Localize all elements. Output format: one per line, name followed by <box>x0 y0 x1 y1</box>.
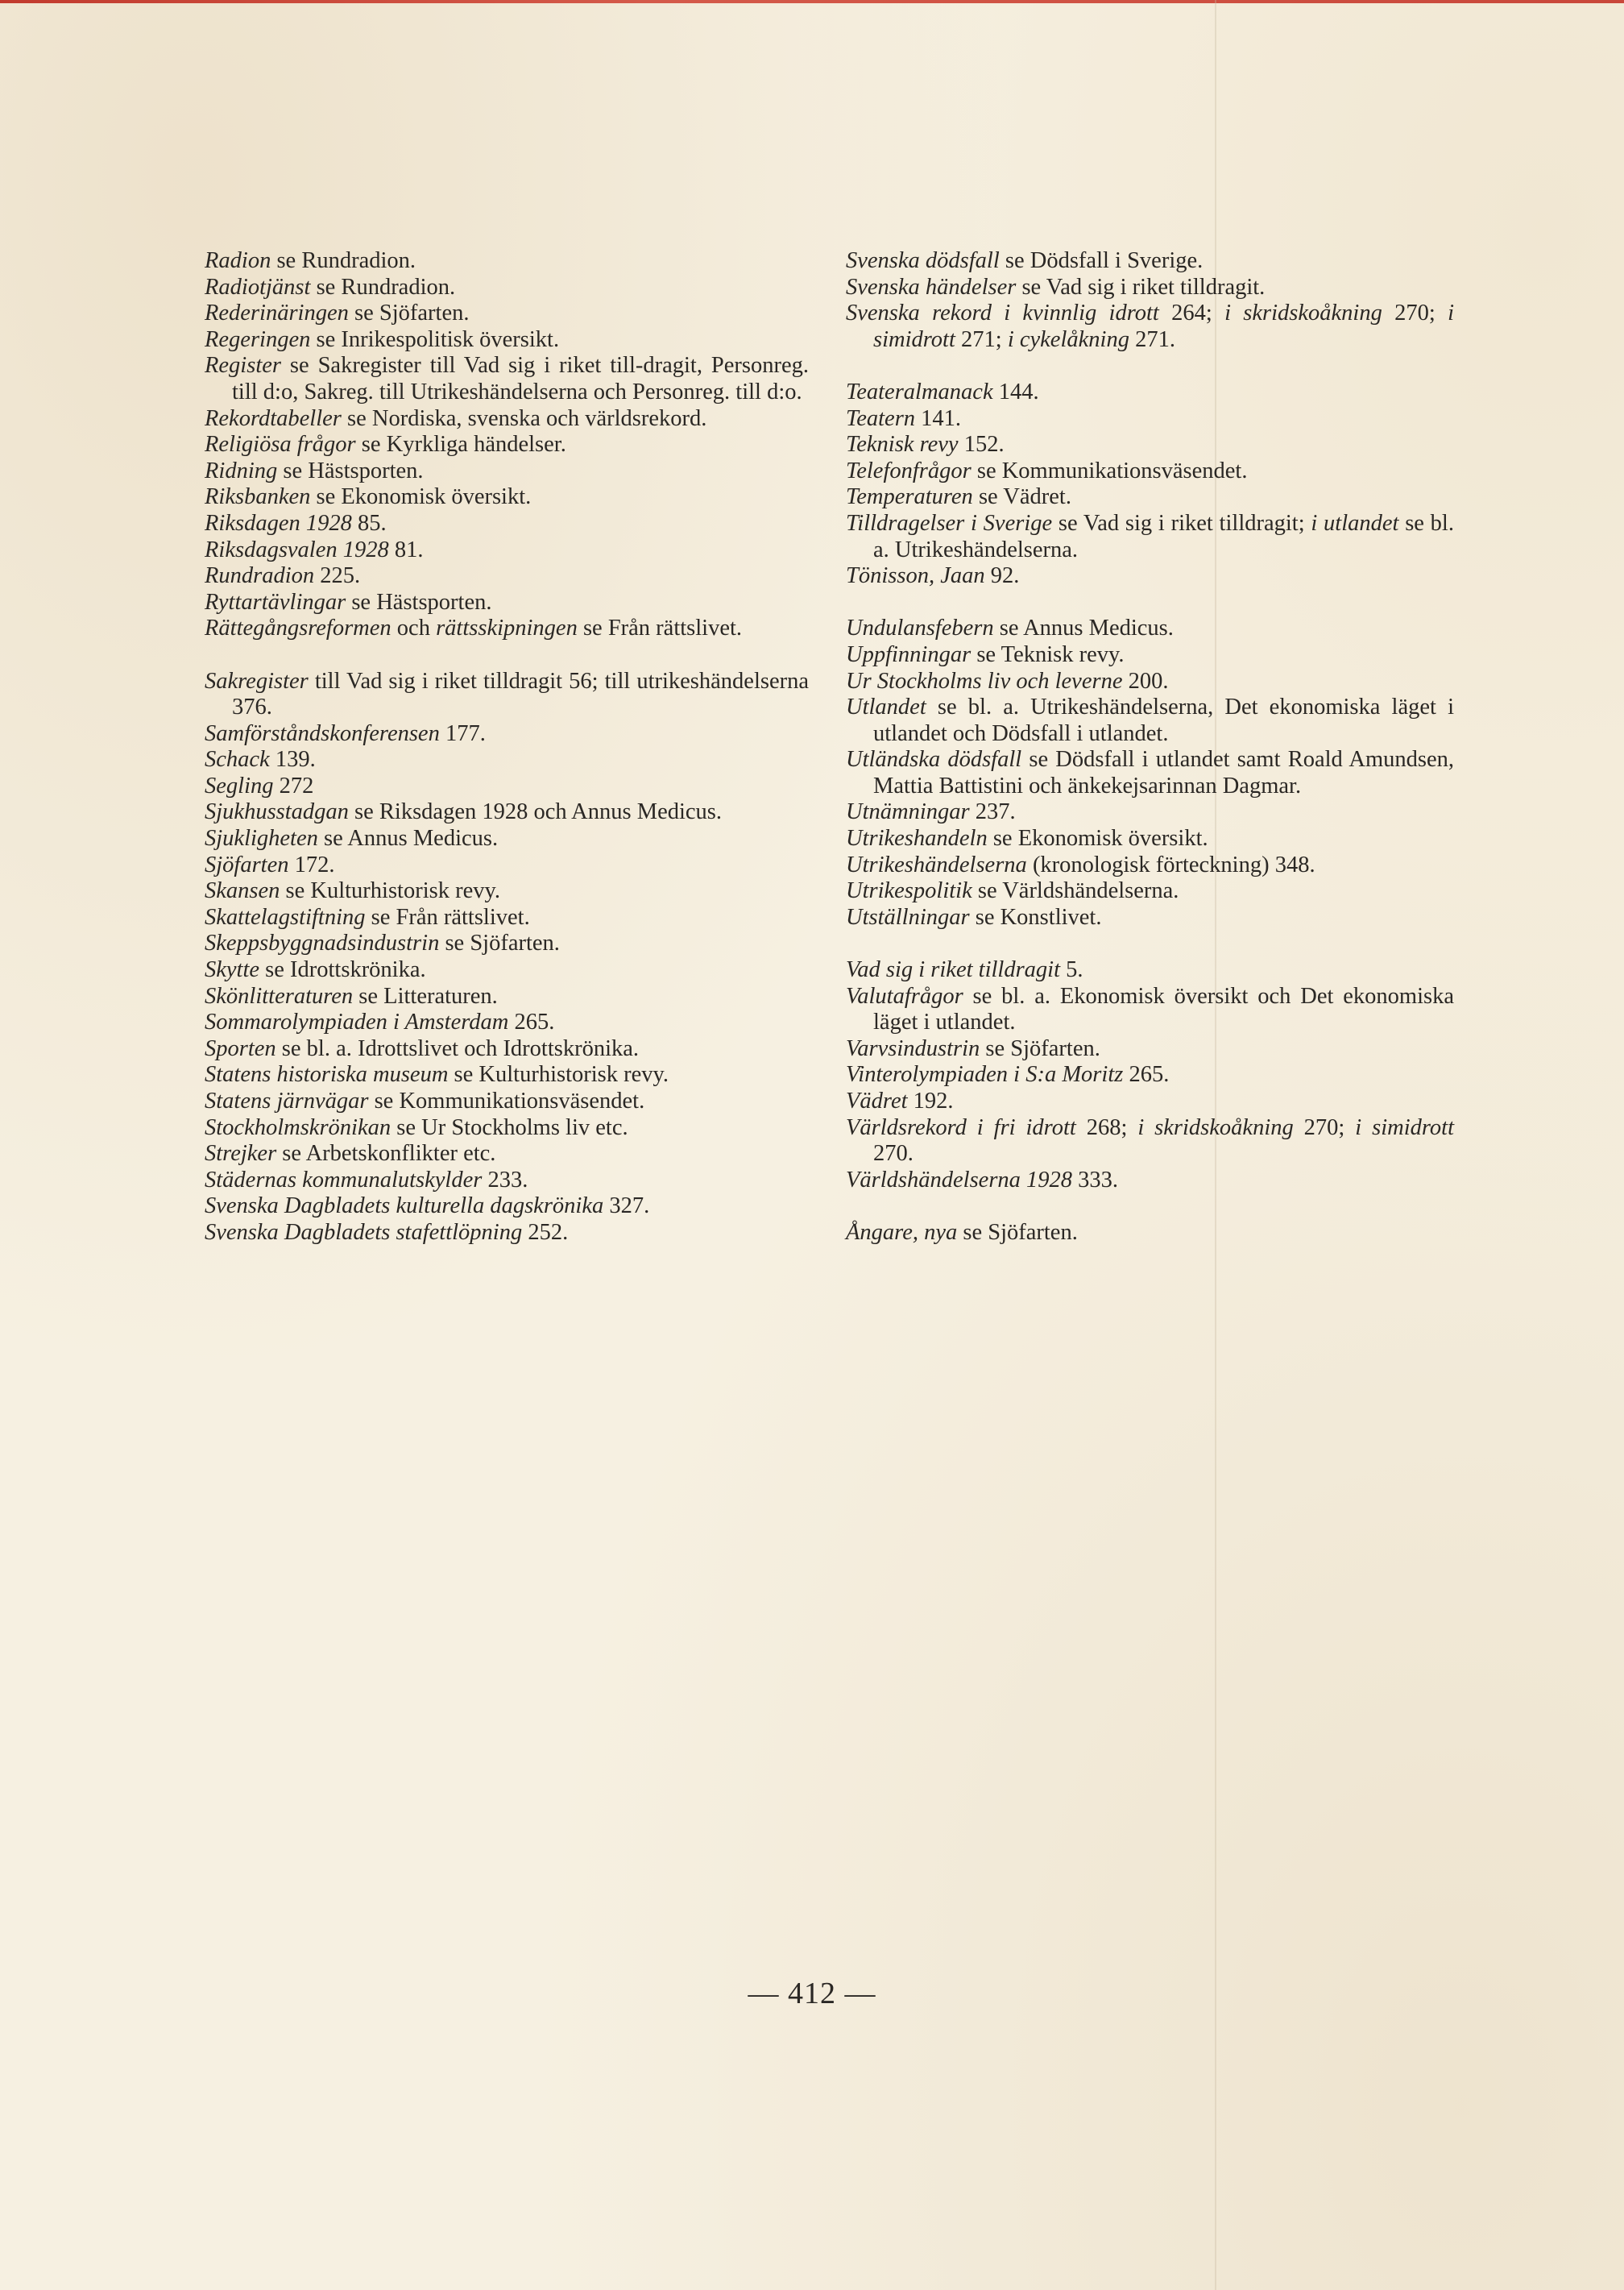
index-entry <box>205 853 809 879</box>
index-entry <box>846 406 1454 433</box>
index-reference: se Vädret. <box>972 484 1071 510</box>
index-entry <box>846 248 1454 275</box>
index-term: Radiotjänst <box>205 274 311 300</box>
index-entry <box>846 301 1454 353</box>
index-term: Ryttartävlingar <box>205 589 346 615</box>
page-top-edge <box>0 0 1624 3</box>
index-term: Ridning <box>205 458 278 483</box>
index-reference: se Kommunikationsväsendet. <box>368 1089 645 1114</box>
index-reference: 81. <box>388 537 424 562</box>
index-entry <box>205 669 809 721</box>
index-term: Världshändelserna 1928 <box>846 1167 1073 1193</box>
index-reference: se Annus Medicus. <box>317 826 499 852</box>
index-term: Världsrekord i fri idrott <box>846 1114 1076 1140</box>
index-term: Stockholmskrönikan <box>205 1114 392 1140</box>
index-term: rättsskipningen <box>436 616 578 641</box>
index-term: Utrikespolitik <box>846 878 972 904</box>
index-reference: se Kyrkliga händelser. <box>355 432 566 458</box>
index-reference: se Hästsporten. <box>346 589 492 615</box>
index-term: Register <box>205 353 281 379</box>
index-entry <box>205 406 809 433</box>
index-column-left <box>205 248 809 1247</box>
index-term: Svenska Dagbladets stafettlöpning <box>205 1219 523 1245</box>
index-reference: se Från rättslivet. <box>577 616 743 641</box>
index-term: Vädret <box>846 1089 908 1114</box>
index-term: Utrikeshändelserna <box>846 852 1027 877</box>
index-entry <box>846 484 1454 511</box>
index-reference: 252. <box>522 1219 569 1245</box>
index-reference: se Kommunikationsväsendet. <box>971 458 1248 483</box>
index-reference: 92. <box>984 563 1020 589</box>
index-term: Statens järnvägar <box>205 1089 369 1114</box>
index-reference: 270. <box>873 1141 914 1167</box>
index-entry <box>846 1089 1454 1115</box>
index-reference: 152. <box>958 432 1005 458</box>
index-term: Undulansfebern <box>846 616 994 641</box>
index-term: Radion <box>205 248 271 273</box>
index-term: Sakregister <box>205 668 309 694</box>
index-reference: 271; <box>955 326 1008 352</box>
index-reference: se Vad sig i riket tilldragit; <box>1052 510 1311 536</box>
index-entry <box>205 957 809 984</box>
index-term: Rundradion <box>205 563 315 589</box>
index-entry <box>205 799 809 826</box>
index-reference: se Världshändelserna. <box>972 878 1179 904</box>
index-reference: se Litteraturen. <box>353 983 498 1009</box>
index-reference: 177. <box>439 720 486 746</box>
index-reference: se Konstlivet. <box>969 904 1102 930</box>
index-entry <box>846 275 1454 301</box>
index-term: Utnämningar <box>846 799 970 825</box>
index-entry <box>205 1089 809 1115</box>
index-reference: se Rundradion. <box>310 274 456 300</box>
index-reference: se Vad sig i riket tilldragit. <box>1016 274 1266 300</box>
index-entry <box>205 537 809 564</box>
index-term: i utlandet <box>1311 510 1399 536</box>
index-term: i simidrott <box>873 301 1454 352</box>
index-entry <box>846 984 1454 1036</box>
index-reference: 265. <box>1123 1062 1170 1088</box>
index-term: Varvsindustrin <box>846 1035 980 1061</box>
index-reference: se Sjöfarten. <box>439 931 560 956</box>
index-entry <box>205 484 809 511</box>
index-reference: se Rundradion. <box>271 248 416 273</box>
index-reference: 139. <box>269 747 316 773</box>
index-term: Städernas kommunalutskylder <box>205 1167 483 1193</box>
index-reference: 265. <box>508 1010 555 1035</box>
index-entry <box>205 301 809 327</box>
index-entry <box>205 984 809 1010</box>
index-reference: 85. <box>351 510 387 536</box>
index-term: Skeppsbyggnadsindustrin <box>205 931 440 956</box>
index-term: Segling <box>205 773 274 799</box>
index-entry <box>205 511 809 537</box>
index-entry <box>205 327 809 354</box>
index-reference: se Sjöfarten. <box>957 1219 1078 1245</box>
index-entry <box>846 511 1454 563</box>
index-entry <box>205 1141 809 1168</box>
index-entry <box>205 878 809 905</box>
index-entry <box>205 1010 809 1036</box>
index-reference: se Från rättslivet. <box>365 904 530 930</box>
index-reference: se Inrikespolitisk översikt. <box>310 326 560 352</box>
index-reference: se Ur Stockholms liv etc. <box>391 1114 628 1140</box>
index-entry <box>846 616 1454 642</box>
index-reference: se Teknisk revy. <box>971 641 1125 667</box>
index-entry <box>846 878 1454 905</box>
index-entry <box>205 616 809 642</box>
index-reference: och <box>391 616 437 641</box>
index-reference: 327. <box>603 1193 650 1219</box>
index-term: Svenska händelser <box>846 274 1017 300</box>
index-term: Regeringen <box>205 326 311 352</box>
index-reference: se Riksdagen 1928 och Annus Medicus. <box>348 799 723 825</box>
index-entry <box>846 1036 1454 1063</box>
index-entry <box>205 1193 809 1220</box>
index-term: Temperaturen <box>846 484 973 510</box>
index-term: Utrikeshandeln <box>846 826 988 852</box>
index-term: Schack <box>205 747 270 773</box>
index-term: Utlandet <box>846 695 926 720</box>
index-reference: 237. <box>969 799 1016 825</box>
index-reference: (kronologisk förteckning) 348. <box>1026 852 1315 877</box>
index-term: Rederinäringen <box>205 301 349 326</box>
index-entry <box>846 669 1454 695</box>
index-reference: 270; <box>1293 1114 1356 1140</box>
index-reference: se Dödsfall i utlandet samt Roald Amundsen, Mattia Battistini och änkekejsarinnan Dagmar. <box>873 747 1454 799</box>
index-reference: 225. <box>314 563 361 589</box>
index-term: Valutafrågor <box>846 983 963 1009</box>
index-entry <box>205 1062 809 1089</box>
index-entry <box>205 905 809 931</box>
page-number: — 412 — <box>748 1977 876 2010</box>
index-entry <box>205 1168 809 1194</box>
index-entry <box>846 432 1454 458</box>
index-reference: 144. <box>992 379 1039 404</box>
index-entry <box>846 563 1454 590</box>
index-reference: till Vad sig i riket tilldragit 56; till utrikeshändelserna 376. <box>232 668 809 720</box>
index-term: Sporten <box>205 1035 276 1061</box>
index-reference: 268; <box>1075 1114 1138 1140</box>
index-entry <box>846 905 1454 931</box>
index-reference: se bl. a. Ekonomisk översikt och Det ekonomiska läget i utlandet. <box>873 983 1454 1035</box>
index-reference: 271. <box>1129 326 1175 352</box>
index-term: Utländska dödsfall <box>846 747 1022 773</box>
index-reference: se bl. a. Idrottslivet och Idrottskrönika. <box>276 1035 640 1061</box>
index-term: Strejker <box>205 1141 277 1167</box>
index-term: i cykelåkning <box>1007 326 1129 352</box>
index-entry <box>205 353 809 405</box>
index-term: Sjukligheten <box>205 826 318 852</box>
index-entry <box>205 747 809 774</box>
index-term: Skattelagstiftning <box>205 904 366 930</box>
index-term: Utställningar <box>846 904 970 930</box>
index-term: Sommarolympiaden i Amsterdam <box>205 1010 509 1035</box>
index-entry <box>846 747 1454 799</box>
index-reference: se Sjöfarten. <box>348 301 470 326</box>
index-reference: se bl. a. Utrikeshändelserna, Det ekonomiska läget i utlandet och Dödsfall i utlandet. <box>873 695 1454 746</box>
index-entry <box>846 1062 1454 1089</box>
index-term: Telefonfrågor <box>846 458 972 483</box>
index-entry <box>846 957 1454 984</box>
index-entry <box>205 931 809 957</box>
index-reference: se Ekonomisk översikt. <box>987 826 1208 852</box>
index-reference: 5. <box>1060 957 1083 983</box>
index-entry <box>846 853 1454 879</box>
index-term: Teknisk revy <box>846 432 959 458</box>
index-reference: 192. <box>907 1089 954 1114</box>
index-term: i skridskoåkning <box>1137 1114 1294 1140</box>
index-reference: se Idrottskrönika. <box>259 957 426 983</box>
index-term: Skansen <box>205 878 280 904</box>
index-entry <box>205 1036 809 1063</box>
index-entry <box>205 1115 809 1142</box>
index-entry <box>846 1115 1454 1168</box>
index-entry <box>205 432 809 458</box>
index-reference: 233. <box>482 1167 528 1193</box>
index-reference: se Annus Medicus. <box>993 616 1174 641</box>
index-entry <box>846 642 1454 669</box>
index-entry <box>205 826 809 853</box>
index-term: Riksdagsvalen 1928 <box>205 537 389 562</box>
index-term: Tönisson, Jaan <box>846 563 985 589</box>
index-reference: se bl. a. Utrikeshändelserna. <box>873 510 1454 562</box>
index-term: Statens historiska museum <box>205 1062 449 1088</box>
index-term: Svenska dödsfall <box>846 248 1000 273</box>
index-entry <box>205 721 809 748</box>
index-term: Teatern <box>846 405 916 431</box>
index-entry <box>846 1168 1454 1194</box>
index-reference: se Sakregister till Vad sig i riket till-dragit, Personreg. till d:o, Sakreg. till Utrikeshändelserna och Personreg. till d:o. <box>232 353 809 404</box>
index-reference: 200. <box>1122 668 1169 694</box>
index-entry <box>205 563 809 590</box>
index-term: Ångare, nya <box>846 1219 958 1245</box>
index-term: Riksdagen 1928 <box>205 510 352 536</box>
index-term: Svenska Dagbladets kulturella dagskrönika <box>205 1193 604 1219</box>
index-reference: se Ekonomisk översikt. <box>310 484 532 510</box>
index-reference: se Dödsfall i Sverige. <box>999 248 1204 273</box>
index-reference: se Arbetskonflikter etc. <box>276 1141 496 1167</box>
index-reference: se Kulturhistorisk revy. <box>448 1062 669 1088</box>
index-term: Samförståndskonferensen <box>205 720 440 746</box>
index-term: Uppfinningar <box>846 641 972 667</box>
index-reference: 141. <box>915 405 962 431</box>
index-term: i skridskoåkning <box>1224 301 1382 326</box>
index-term: Skönlitteraturen <box>205 983 354 1009</box>
index-entry <box>846 695 1454 747</box>
index-reference: 272 <box>273 773 314 799</box>
index-entry <box>846 458 1454 485</box>
index-reference: se Hästsporten. <box>277 458 424 483</box>
index-term: Sjöfarten <box>205 852 289 877</box>
index-term: Rättegångsreformen <box>205 616 392 641</box>
index-entry <box>205 590 809 616</box>
index-reference: se Sjöfarten. <box>980 1035 1100 1061</box>
index-term: Religiösa frågor <box>205 432 356 458</box>
index-term: Skytte <box>205 957 260 983</box>
index-term: Vad sig i riket tilldragit <box>846 957 1061 983</box>
index-term: Teateralmanack <box>846 379 993 404</box>
index-reference: 333. <box>1072 1167 1119 1193</box>
index-term: Rekordtabeller <box>205 405 342 431</box>
index-entry <box>205 275 809 301</box>
index-term: Svenska rekord i kvinnlig idrott <box>846 301 1159 326</box>
index-term: Vinterolympiaden i S:a Moritz <box>846 1062 1124 1088</box>
index-entry <box>846 799 1454 826</box>
index-entry <box>205 248 809 275</box>
index-entry <box>846 1220 1454 1247</box>
index-reference: 270; <box>1382 301 1448 326</box>
index-term: i simidrott <box>1355 1114 1454 1140</box>
index-entry <box>846 380 1454 406</box>
index-entry <box>205 774 809 800</box>
index-term: Sjukhusstadgan <box>205 799 349 825</box>
index-entry <box>205 458 809 485</box>
index-entry <box>846 826 1454 853</box>
index-column-right <box>846 248 1454 1247</box>
index-term: Tilldragelser i Sverige <box>846 510 1053 536</box>
index-entry <box>205 1220 809 1247</box>
index-reference: 264; <box>1158 301 1225 326</box>
index-reference: se Kulturhistorisk revy. <box>280 878 501 904</box>
index-term: Riksbanken <box>205 484 311 510</box>
index-reference: 172. <box>288 852 335 877</box>
index-term: Ur Stockholms liv och leverne <box>846 668 1123 694</box>
index-reference: se Nordiska, svenska och världsrekord. <box>341 405 707 431</box>
